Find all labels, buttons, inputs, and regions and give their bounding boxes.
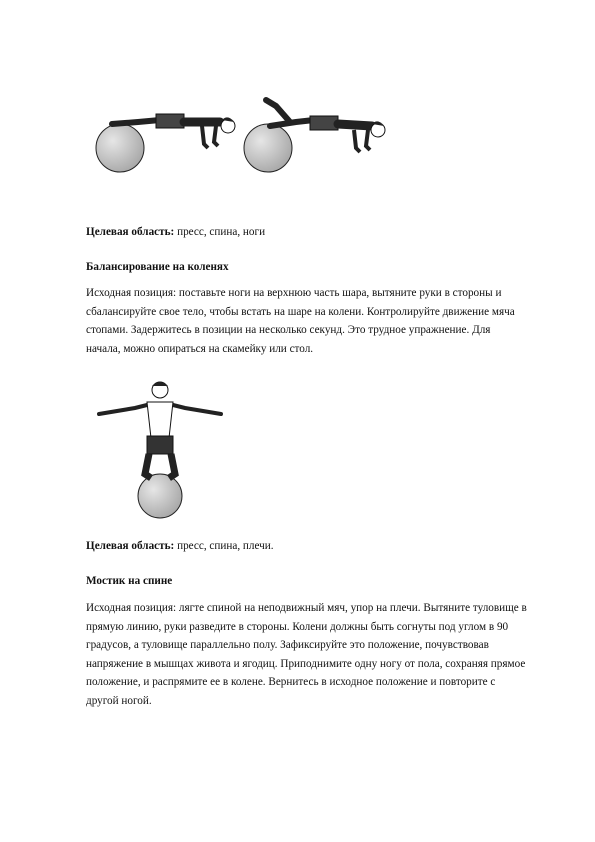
section2-title: Мостик на спине xyxy=(86,575,173,587)
paragraph-line: стопами. Задержитесь в позиции на несколько секунд. Это трудное упражнение. Для xyxy=(86,324,491,336)
paragraph-line: другой ногой. xyxy=(86,694,152,707)
paragraph-line: прямую линию, руки разведите в стороны. Колени должны быть согнуты под углом в 90 xyxy=(86,620,509,633)
target-area-label: Целевая область: xyxy=(86,540,175,552)
section1-target-area xyxy=(86,223,541,242)
paragraph-line: Исходная позиция: лягте спиной на неподвижный мяч, упор на плечи. Вытяните туловище в xyxy=(86,602,527,614)
target-area-value: пресс, спина, плечи. xyxy=(174,540,274,552)
paragraph-line: градусов, а туловище параллельно полу. Зафиксируйте это положение, почувствовав xyxy=(86,639,489,651)
target-area-value: пресс, спина, ноги xyxy=(174,226,266,238)
paragraph-line: напряжение в мышцах живота и ягодиц. Приподнимите одну ногу от пола, сохраняя прямое xyxy=(86,657,526,670)
paragraph-line: положение, и распрямите ее в колене. Вернитесь в исходное положение и повторите с xyxy=(86,676,496,688)
paragraph-line: начала, можно опираться на скамейку или стол. xyxy=(86,342,314,355)
paragraph-line: Исходная позиция: поставьте ноги на верхнюю часть шара, вытяните руки в стороны и xyxy=(86,287,502,299)
target-area-label: Целевая область: xyxy=(86,226,175,238)
section2-paragraph xyxy=(86,599,541,710)
section1-title: Балансирование на коленях xyxy=(86,261,229,273)
ball-pushup-illustration xyxy=(90,92,390,182)
section1-paragraph xyxy=(86,284,541,358)
paragraph-line: сбалансируйте свое тело, чтобы встать на шаре на колени. Контролируйте движение мяча xyxy=(86,305,515,318)
kneeling-balance-illustration xyxy=(95,378,255,523)
section2-target-area xyxy=(86,537,541,556)
